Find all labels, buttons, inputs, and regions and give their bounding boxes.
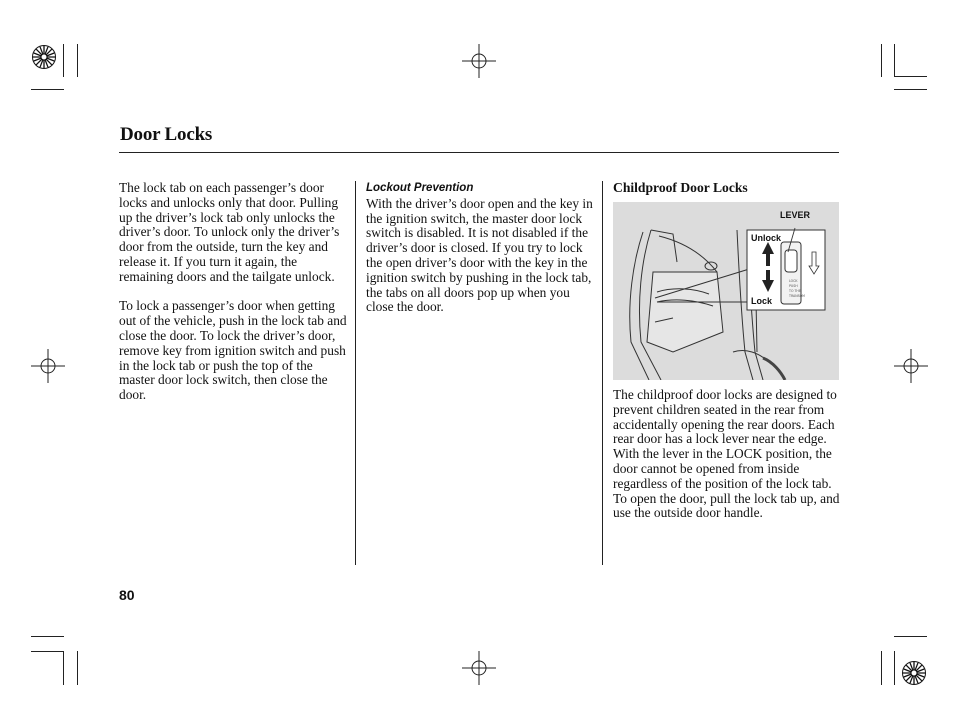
column-right <box>613 181 843 202</box>
childproof-lock-illustration <box>613 202 839 380</box>
column-divider <box>355 181 356 565</box>
registration-crosshair-icon <box>31 349 65 383</box>
registration-sunburst-icon <box>901 660 927 686</box>
column-divider <box>602 181 603 565</box>
body-paragraph: To lock a passenger’s door when getting out of the vehicle, push in the lock tab and close the door. To lock the driver’s door, remove key from ignition switch and push in the lock tab or push the top of the master door lock switch, then close the door. <box>119 298 347 403</box>
column-right-body <box>613 388 843 521</box>
registration-crosshair-icon <box>462 44 496 78</box>
registration-crosshair-icon <box>894 349 928 383</box>
label-lock: Lock <box>751 296 773 306</box>
door-edge-drawing <box>613 202 839 380</box>
column-middle <box>366 181 598 315</box>
body-paragraph: With the driver’s door open and the key in the ignition switch, the master door lock switch is disabled. It is not disabled if the driver’s door is closed. If you try to lock the open driver’s door with the key in the ignition switch by pushing in the lock tab, the tabs on all doors pop up when you close the door. <box>366 195 593 315</box>
svg-text:TRANSOM: TRANSOM <box>789 294 805 298</box>
page-title: Door Locks <box>120 124 213 145</box>
registration-crosshair-icon <box>462 651 496 685</box>
column-left <box>119 181 351 403</box>
label-lever: LEVER <box>780 210 811 220</box>
page-number: 80 <box>119 587 135 603</box>
section-heading: Childproof Door Locks <box>613 180 748 195</box>
title-rule <box>119 152 839 153</box>
registration-sunburst-icon <box>31 44 57 70</box>
section-heading: Lockout Prevention <box>366 182 474 194</box>
svg-text:LOCK: LOCK <box>789 279 798 283</box>
label-unlock: Unlock <box>751 233 782 243</box>
body-paragraph: The childproof door locks are designed to prevent children seated in the rear from accidentally opening the rear doors. Each rear door has a lock lever near the edge. With the lever in the LOCK position, the door cannot be opened from inside regardless of the position of the lock tab. To open the door, pull the lock tab up, and use the outside door handle. <box>613 387 840 521</box>
svg-text:PUSH: PUSH <box>789 284 798 288</box>
body-paragraph: The lock tab on each passenger’s door locks and unlocks only that door. Pulling up the driver’s lock tab only unlocks the driver’s door. To unlock only the driver’s door from the outside, turn the key and release it. If you turn it again, the remaining doors and the tailgate unlock. <box>119 180 340 284</box>
svg-text:TO THE: TO THE <box>789 289 801 293</box>
